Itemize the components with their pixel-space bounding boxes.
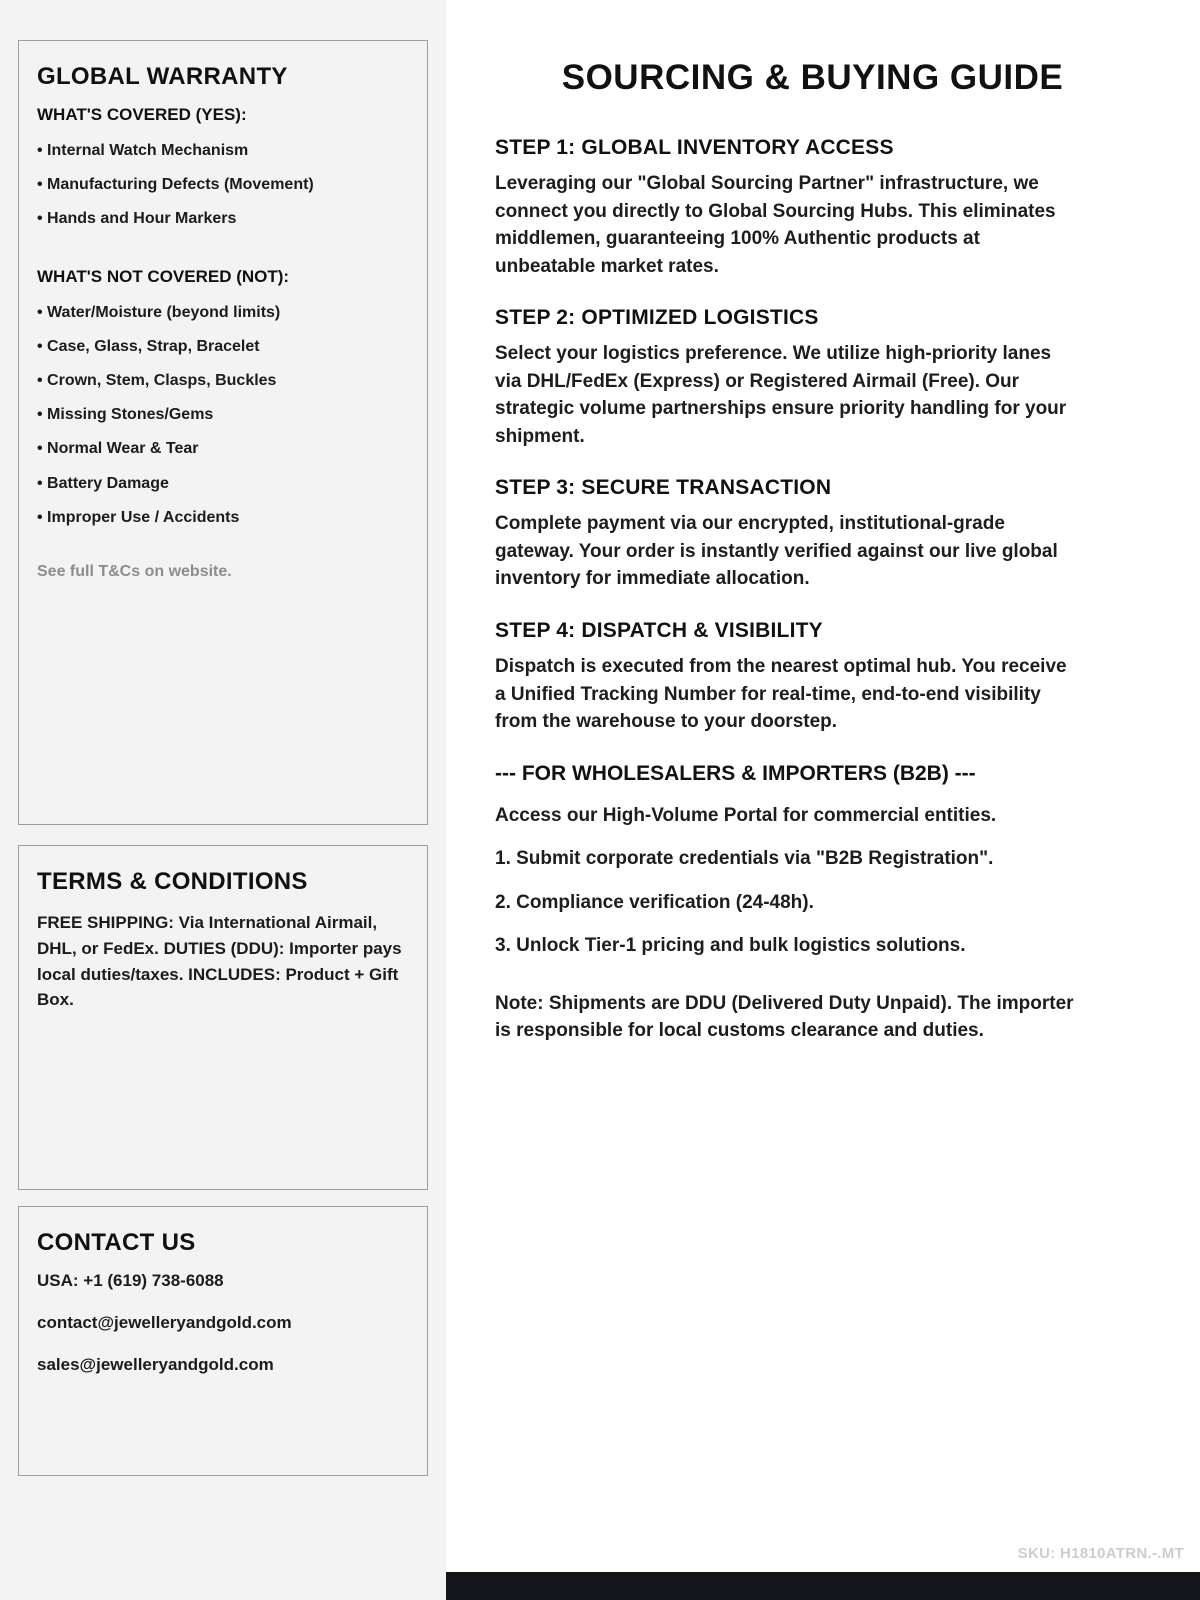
step-4-body: Dispatch is executed from the nearest optimal hub. You receive a Unified Tracking Number for real-time, end-to-end visibility from the warehouse to your doorstep. (495, 656, 1067, 733)
terms-conditions-card (18, 845, 428, 1190)
not-covered-heading: WHAT'S NOT COVERED (NOT): (37, 266, 290, 286)
info-sidebar (0, 0, 446, 1600)
contact-email-sales: sales@jewelleryandgold.com (37, 1355, 274, 1374)
not-covered-item: • Improper Use / Accidents (37, 508, 409, 527)
bottom-bar (446, 1572, 1200, 1600)
contact-email-primary: contact@jewelleryandgold.com (37, 1313, 292, 1332)
contact-card (18, 1206, 428, 1476)
not-covered-item: • Crown, Stem, Clasps, Buckles (37, 371, 409, 390)
step-4-section (495, 619, 1130, 736)
b2b-step-3: 3. Unlock Tier-1 pricing and bulk logistics solutions. (495, 935, 966, 957)
covered-item: • Hands and Hour Markers (37, 209, 409, 228)
covered-heading: WHAT'S COVERED (YES): (37, 105, 247, 124)
b2b-section (495, 762, 1130, 1045)
step-2-heading: STEP 2: OPTIMIZED LOGISTICS (495, 306, 819, 330)
not-covered-item: • Normal Wear & Tear (37, 439, 409, 458)
not-covered-item: • Water/Moisture (beyond limits) (37, 303, 409, 322)
step-2-body: Select your logistics preference. We utilize high-priority lanes via DHL/FedEx (Express) or Registered Airmail (Free). Our strategic volume partnerships ensure priority handling for your shipment. (495, 343, 1067, 447)
not-covered-item: • Case, Glass, Strap, Bracelet (37, 337, 409, 356)
step-4-heading: STEP 4: DISPATCH & VISIBILITY (495, 619, 823, 643)
terms-title: TERMS & CONDITIONS (37, 868, 308, 895)
b2b-intro: Access our High-Volume Portal for commercial entities. (495, 804, 997, 826)
step-1-body: Leveraging our "Global Sourcing Partner" infrastructure, we connect you directly to Global Sourcing Hubs. This eliminates middlemen, guaranteeing 100% Authentic products at unbeatable market rates. (495, 173, 1056, 277)
step-2-section (495, 306, 1130, 450)
covered-list (37, 141, 409, 229)
b2b-step-2: 2. Compliance verification (24-48h). (495, 891, 814, 913)
warranty-terms-note: See full T&Cs on website. (37, 562, 232, 580)
step-3-heading: STEP 3: SECURE TRANSACTION (495, 476, 832, 500)
b2b-ddu-note: Note: Shipments are DDU (Delivered Duty Unpaid). The importer is responsible for local customs clearance and duties. (495, 992, 1074, 1042)
sku-label: SKU: H1810ATRN.-.MT (1017, 1545, 1184, 1562)
b2b-heading: --- FOR WHOLESALERS & IMPORTERS (B2B) --- (495, 761, 976, 785)
contact-phone: USA: +1 (619) 738-6088 (37, 1271, 224, 1290)
not-covered-item: • Battery Damage (37, 474, 409, 493)
covered-item: • Internal Watch Mechanism (37, 141, 409, 160)
b2b-step-1: 1. Submit corporate credentials via "B2B Registration". (495, 848, 994, 870)
not-covered-item: • Missing Stones/Gems (37, 405, 409, 424)
step-3-body: Complete payment via our encrypted, institutional-grade gateway. Your order is instantly verified against our live global inventory for immediate allocation. (495, 513, 1058, 590)
page-title: SOURCING & BUYING GUIDE (561, 58, 1064, 97)
sourcing-guide (446, 0, 1200, 1600)
step-1-section (495, 136, 1130, 280)
global-warranty-card (18, 40, 428, 825)
step-1-heading: STEP 1: GLOBAL INVENTORY ACCESS (495, 136, 894, 159)
covered-item: • Manufacturing Defects (Movement) (37, 175, 409, 194)
warranty-title: GLOBAL WARRANTY (37, 63, 288, 90)
step-3-section (495, 476, 1130, 593)
not-covered-list (37, 303, 409, 527)
contact-title: CONTACT US (37, 1229, 196, 1256)
terms-body: FREE SHIPPING: Via International Airmail, DHL, or FedEx. DUTIES (DDU): Importer pays local duties/taxes. INCLUDES: Product + Gift Box. (37, 913, 402, 1010)
